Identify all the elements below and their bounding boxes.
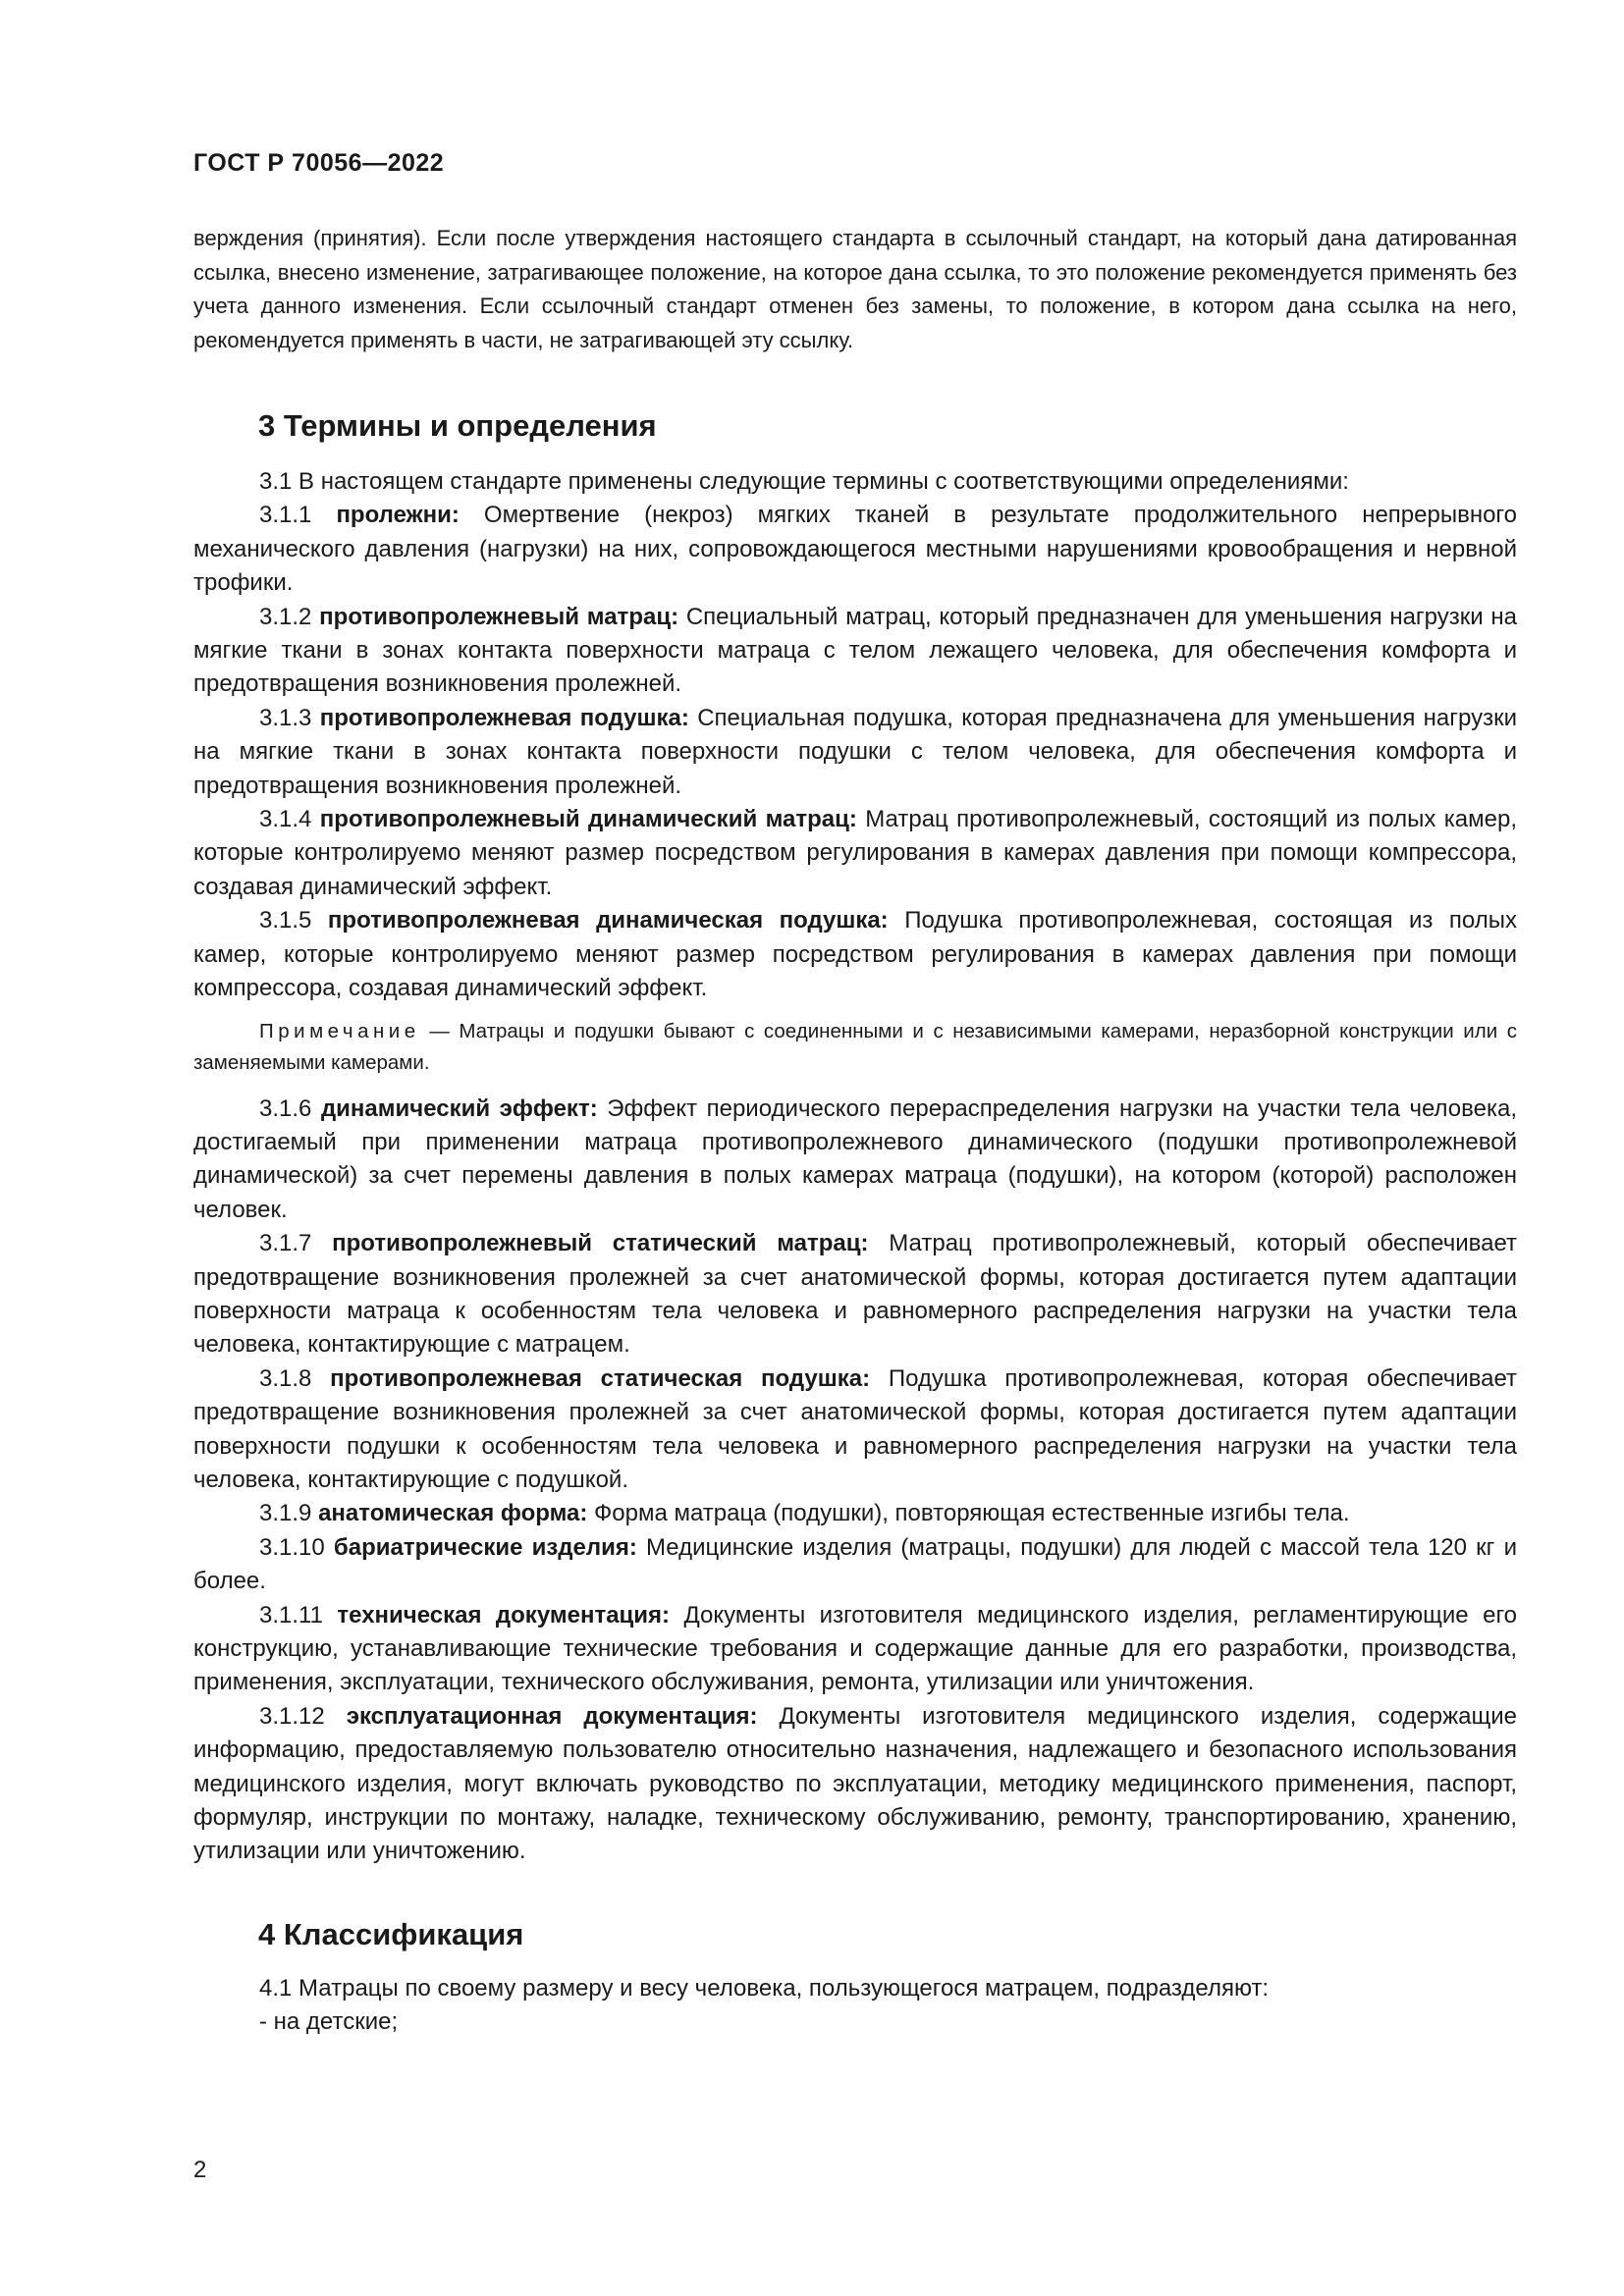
term-definition: Документы изготовителя медицинского изделия, регламентирующие его конструкцию, устанавливающие технические требования и содержащие данные для его разработки, производства, применения, эксплуатации, технического обслуживания, ремонта, утилизации или уничтожения. [193, 1601, 1518, 1696]
section-3-title: 3 Термины и определения [258, 408, 657, 443]
term-number: 3.1.12 [259, 1702, 325, 1730]
term-name: противопролежневый динамический матрац: [319, 806, 857, 833]
term-name: техническая документация: [337, 1601, 671, 1629]
term-3-1-1 [193, 499, 1517, 600]
term-name: пролежни: [336, 502, 460, 529]
term-3-1-10 [193, 1531, 1517, 1599]
term-definition: Подушка противопролежневая, состоящая из полых камер, которые контролируемо меняют размер посредством регулирования в камерах давления при помощи компрессора, создавая динамический эффект. [193, 907, 1517, 1002]
term-definition: Подушка противопролежневая, которая обеспечивает предотвращение возникновения пролежней за счет анатомической формы, которая достигается путем адаптации поверхности подушки к особенностям тела человека и равномерного распределения нагрузки на участки тела человека, контактирующие с подушкой. [193, 1364, 1518, 1493]
term-number: 3.1.9 [259, 1500, 312, 1527]
paragraph-3-1: 3.1 В настоящем стандарте применены следующие термины с соответствующими определениями: [259, 468, 1349, 495]
term-definition: Матрац противопролежневый, состоящий из полых камер, которые контролируемо меняют размер посредством регулирования в камерах давления при помощи компрессора, создавая динамический эффект. [193, 806, 1518, 900]
note-paragraph [193, 1016, 1517, 1079]
note-label: Примечание [259, 1019, 420, 1042]
term-number: 3.1.4 [259, 806, 312, 833]
term-3-1-12 [193, 1700, 1517, 1869]
term-definition: Эффект периодического перераспределения нагрузки на участки тела человека, достигаемый при применении матраца противопролежневого динамического (подушки противопролежневой динамической) за счет перемены давления в полых камерах матраца (подушки), на котором (которой) расположен человек. [193, 1095, 1518, 1223]
term-definition: Специальная подушка, которая предназначена для уменьшения нагрузки на мягкие ткани в зонах контакта поверхности подушки с телом человека, для обеспечения комфорта и предотвращения возникновения пролежней. [193, 704, 1518, 799]
section-4-title: 4 Классификация [258, 1916, 524, 1951]
term-number: 3.1.8 [259, 1364, 312, 1392]
note-text: — Матрацы и подушки бывают с соединенными и с независимыми камерами, неразборной конструкции или с заменяемыми камерами. [193, 1019, 1517, 1074]
term-3-1-4 [193, 803, 1517, 904]
term-name: противопролежневая подушка: [319, 704, 689, 731]
term-number: 3.1.11 [259, 1601, 323, 1629]
term-definition: Матрац противопролежневый, который обеспечивает предотвращение возникновения пролежней за счет анатомической формы, которая достигается путем адаптации поверхности матраца к особенностям тела человека и равномерного распределения нагрузки на участки тела человека, контактирующие с матрацем. [193, 1230, 1517, 1359]
term-definition: Документы изготовителя медицинского изделия, содержащие информацию, предоставляемую пользователю относительно назначения, надлежащего и безопасного использования медицинского изделия, могут включать руководство по эксплуатации, методику медицинского применения, паспорт, формуляр, инструкции по монтажу, наладке, техническому обслуживанию, ремонту, транспортированию, хранению, утилизации или уничтожению. [193, 1702, 1518, 1865]
term-number: 3.1.2 [259, 603, 312, 630]
term-number: 3.1.5 [259, 907, 312, 934]
list-item-children: - на детские; [259, 2008, 399, 2036]
term-3-1-11 [193, 1599, 1517, 1700]
document-header: ГОСТ Р 70056—2022 [193, 149, 445, 177]
term-name: противопролежневый статический матрац: [332, 1230, 869, 1257]
term-3-1-5 [193, 904, 1517, 1005]
term-number: 3.1.7 [259, 1230, 312, 1257]
term-name: бариатрические изделия: [333, 1533, 637, 1561]
term-name: противопролежневая статическая подушка: [330, 1364, 871, 1392]
term-name: противопролежневый матрац: [319, 603, 679, 630]
page-number: 2 [193, 2157, 207, 2183]
term-definition: Медицинские изделия (матрацы, подушки) для людей с массой тела 120 кг и более. [193, 1533, 1517, 1595]
paragraph-4-1: 4.1 Матрацы по своему размеру и весу человека, пользующегося матрацем, подразделяют: [259, 1974, 1270, 2002]
intro-paragraph: верждения (принятия). Если после утверждения настоящего стандарта в ссылочный стандарт, на который дана датированная ссылка, внесено изменение, затрагивающее положение, на которое дана ссылка, то это положение рекомендуется применять без учета данного изменения. Если ссылочный стандарт отменен без замены, то положение, в котором дана ссылка на него, рекомендуется применять в части, не затрагивающей эту ссылку. [193, 226, 1517, 352]
term-name: динамический эффект: [320, 1095, 598, 1122]
term-definition: Форма матраца (подушки), повторяющая естественные изгибы тела. [594, 1500, 1350, 1527]
term-definition: Омертвение (некроз) мягких тканей в результате продолжительного непрерывного механического давления (нагрузки) на них, сопровождающегося местными нарушениями кровообращения и нервной трофики. [193, 502, 1518, 597]
term-3-1-3 [193, 702, 1517, 803]
term-number: 3.1.10 [259, 1533, 325, 1561]
term-3-1-8 [193, 1362, 1517, 1498]
term-3-1-2 [193, 601, 1517, 702]
term-3-1-9 [193, 1497, 1517, 1530]
term-definition: Специальный матрац, который предназначен для уменьшения нагрузки на мягкие ткани в зонах контакта поверхности матраца с телом лежащего человека, для обеспечения комфорта и предотвращения возникновения пролежней. [193, 603, 1518, 698]
term-number: 3.1.3 [259, 704, 312, 731]
term-3-1-7 [193, 1227, 1517, 1362]
term-3-1-6 [193, 1093, 1517, 1228]
term-number: 3.1.6 [259, 1095, 312, 1122]
page-content [193, 222, 1517, 2040]
term-number: 3.1.1 [259, 502, 312, 529]
term-name: эксплуатационная документация: [346, 1702, 758, 1730]
term-name: анатомическая форма: [318, 1500, 588, 1527]
term-name: противопролежневая динамическая подушка: [327, 907, 889, 934]
